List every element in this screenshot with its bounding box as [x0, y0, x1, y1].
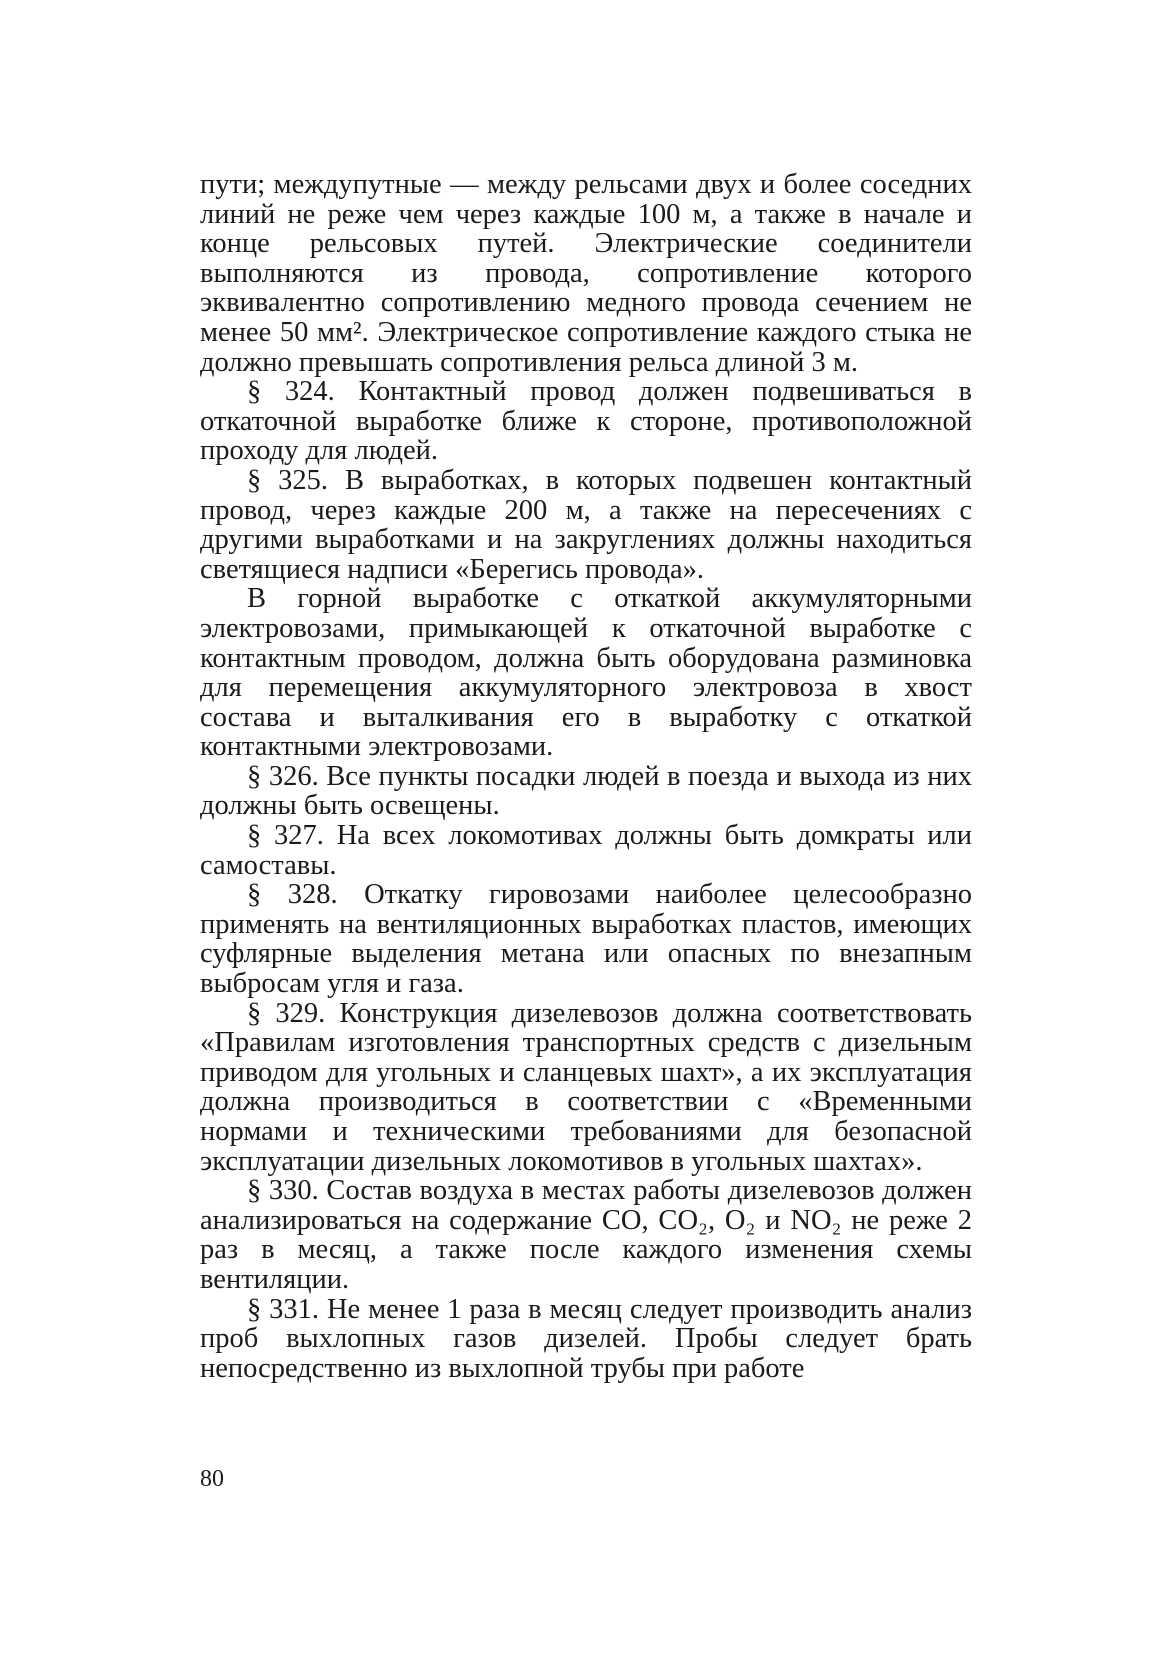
paragraph-325-continued: В горной выработке с откаткой аккумуляторными электровозами, примыкающей к откаточной выработке с контактным проводом, должна быть оборудована разминовка для перемещения аккумуляторного электровоза в хвост состава и выталкивания его в выработку с откаткой контактными электровозами. — [200, 583, 972, 763]
paragraph-330: § 330. Состав воздуха в местах работы дизелевозов должен анализироваться на содержание CO, CO₂, O₂ и NO₂ не реже 2 раз в месяц, а также после каждого изменения схемы вентиляции. — [200, 1175, 972, 1295]
paragraph-326: § 326. Все пункты посадки людей в поезда и выхода из них должны быть освещены. — [200, 760, 972, 822]
paragraph-328: § 328. Откатку гировозами наиболее целесообразно применять на вентиляционных выработках пластов, имеющих суфлярные выделения метана или опасных по внезапным выбросам угля и газа. — [200, 879, 972, 1000]
paragraph-325: § 325. В выработках, в которых подвешен контактный провод, через каждые 200 м, а также на пересечениях с другими выработками и на закруглениях должны находиться светящиеся надписи «Берегись провода». — [200, 464, 972, 585]
paragraph-329: § 329. Конструкция дизелевозов должна соответствовать «Правилам изготовления транспортных средств с дизельным приводом для угольных и сланцевых шахт», а их эксплуатация должна производиться в соответствии с «Временными нормами и техническими требованиями для безопасной эксплуатации дизельных локомотивов в угольных шахтах». — [200, 997, 972, 1177]
paragraph-327: § 327. На всех локомотивах должны быть домкраты или самоставы. — [200, 820, 972, 881]
paragraph-324: § 324. Контактный провод должен подвешиваться в откаточной выработке ближе к стороне, противоположной проходу для людей. — [200, 376, 972, 467]
page-number: 80 — [200, 1466, 224, 1492]
page-text-column — [200, 170, 972, 1383]
paragraph-continued: пути; междупутные — между рельсами двух и более соседних линий не реже чем через каждые 100 м, а также в начале и конце рельсовых путей. Электрические соединители выполняются из провода, сопротивление которого эквивалентно сопротивлению медного провода сечением не менее 50 мм². Электрическое сопротивление каждого стыка не должно превышать сопротивления рельса длиной 3 м. — [200, 169, 972, 378]
paragraph-331: § 331. Не менее 1 раза в месяц следует производить анализ проб выхлопных газов дизелей. Пробы следует брать непосредственно из выхлопной трубы при работе — [200, 1293, 972, 1384]
